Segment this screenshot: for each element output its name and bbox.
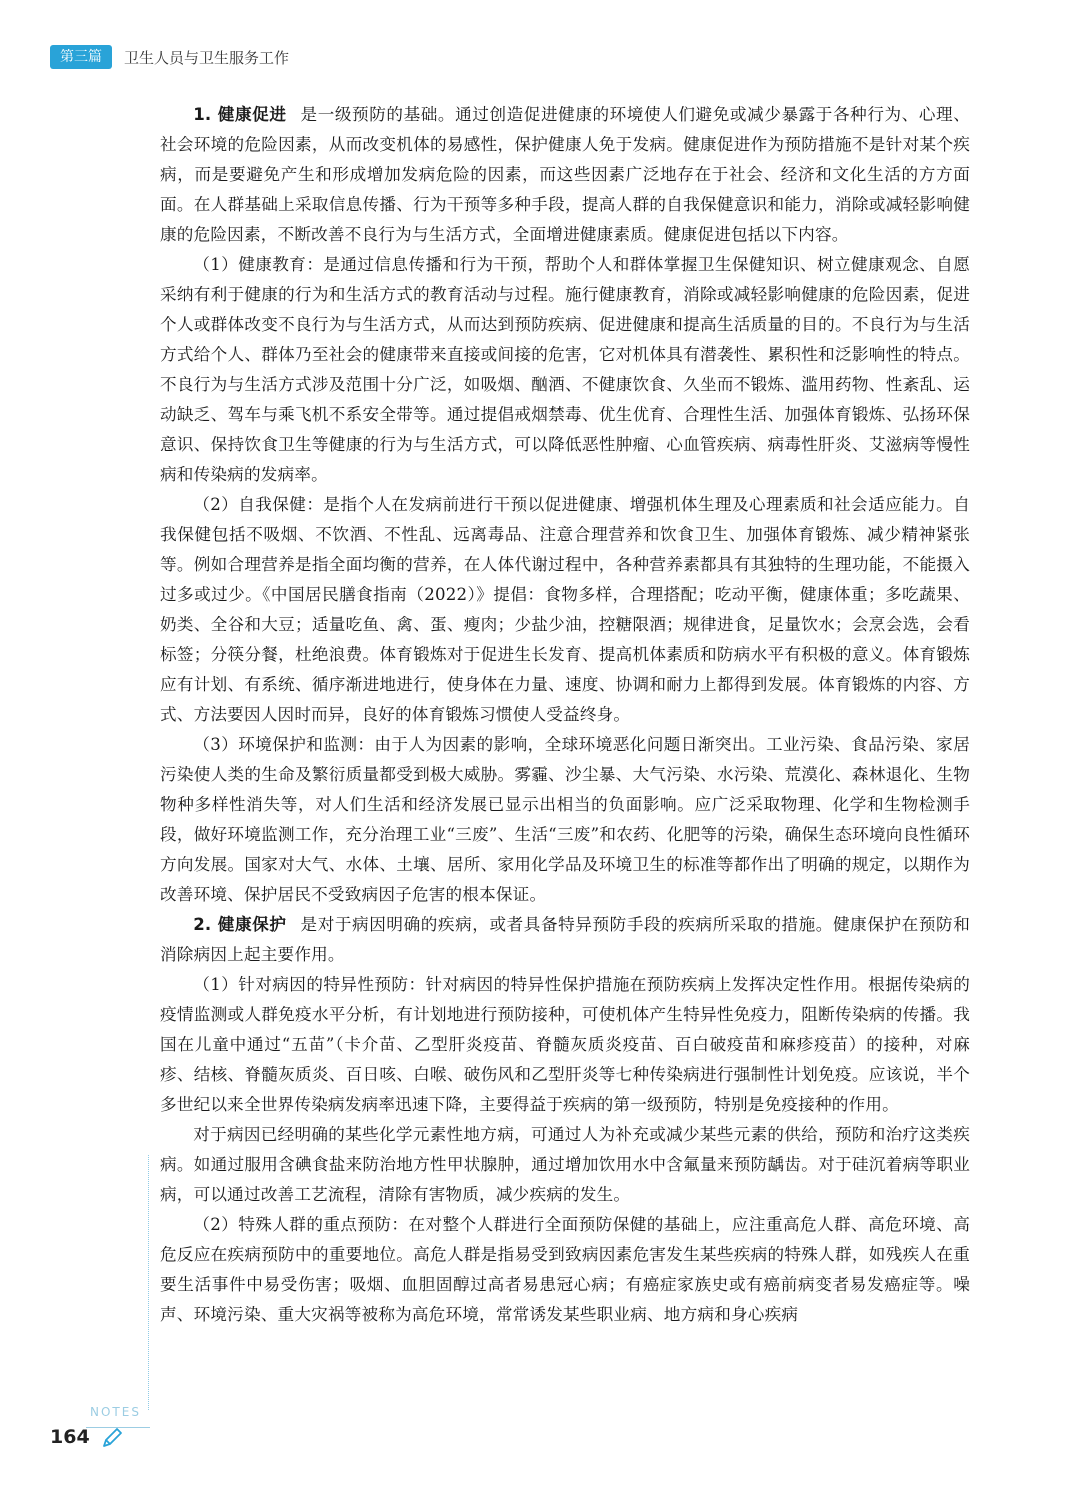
paragraph-text: 是对于病因明确的疾病，或者具备特异预防手段的疾病所采取的措施。健康保护在预防和消除病因上起主要作用。	[160, 915, 970, 964]
page-header	[50, 44, 289, 70]
page-number: 164	[50, 1426, 90, 1448]
section-heading: 1. 健康促进	[193, 105, 287, 124]
paragraph-endemic-disease: 对于病因已经明确的某些化学元素性地方病，可通过人为补充或减少某些元素的供给，预防和治疗这类疾病。如通过服用含碘食盐来防治地方性甲状腺肿，通过增加饮用水中含氟量来预防龋齿。对于硅沉着病等职业病，可以通过改善工艺流程，清除有害物质，减少疾病的发生。	[160, 1125, 970, 1204]
part-badge: 第三篇	[50, 45, 112, 69]
paragraph-health-protection	[160, 910, 970, 970]
body-text	[160, 100, 970, 1330]
paragraph-text: 是一级预防的基础。通过创造促进健康的环境使人们避免或减少暴露于各种行为、心理、社会环境的危险因素，从而改变机体的易感性，保护健康人免于发病。健康促进作为预防措施不是针对某个疾病，而是要避免产生和形成增加发病危险的因素，而这些因素广泛地存在于社会、经济和文化生活的方方面面。在人群基础上采取信息传播、行为干预等多种手段，提高人群的自我保健意识和能力，消除或减轻影响健康的危险因素，不断改善不良行为与生活方式，全面增进健康素质。健康促进包括以下内容。	[160, 105, 970, 244]
pencil-icon	[100, 1426, 124, 1450]
notes-label: NOTES	[90, 1405, 141, 1419]
chapter-title: 卫生人员与卫生服务工作	[124, 48, 290, 67]
paragraph-health-promotion	[160, 100, 970, 250]
paragraph-specific-prevention: （1）针对病因的特异性预防：针对病因的特异性保护措施在预防疾病上发挥决定性作用。根据传染病的疫情监测或人群免疫水平分析，有计划地进行预防接种，可使机体产生特异性免疫力，阻断传染病的传播。我国在儿童中通过“五苗”（卡介苗、乙型肝炎疫苗、脊髓灰质炎疫苗、百白破疫苗和麻疹疫苗）的接种，对麻疹、结核、脊髓灰质炎、百日咳、白喉、破伤风和乙型肝炎等七种传染病进行强制性计划免疫。应该说，半个多世纪以来全世界传染病发病率迅速下降，主要得益于疾病的第一级预防，特别是免疫接种的作用。	[160, 975, 970, 1114]
section-heading: 2. 健康保护	[193, 915, 287, 934]
paragraph-special-groups: （2）特殊人群的重点预防：在对整个人群进行全面预防保健的基础上，应注重高危人群、高危环境、高危反应在疾病预防中的重要地位。高危人群是指易受到致病因素危害发生某些疾病的特殊人群，如残疾人在重要生活事件中易受伤害；吸烟、血胆固醇过高者易患冠心病；有癌症家族史或有癌前病变者易发癌症等。噪声、环境污染、重大灾祸等被称为高危环境，常常诱发某些职业病、地方病和身心疾病	[160, 1215, 970, 1324]
notes-margin-rule	[148, 1155, 149, 1410]
paragraph-environment: （3）环境保护和监测：由于人为因素的影响，全球环境恶化问题日渐突出。工业污染、食品污染、家居污染使人类的生命及繁衍质量都受到极大威胁。雾霾、沙尘暴、大气污染、水污染、荒漠化、森林退化、生物物种多样性消失等，对人们生活和经济发展已显示出相当的负面影响。应广泛采取物理、化学和生物检测手段，做好环境监测工作，充分治理工业“三废”、生活“三废”和农药、化肥等的污染，确保生态环境向良性循环方向发展。国家对大气、水体、土壤、居所、家用化学品及环境卫生的标准等都作出了明确的规定，以期作为改善环境、保护居民不受致病因子危害的根本保证。	[160, 735, 970, 904]
paragraph-self-care: （2）自我保健：是指个人在发病前进行干预以促进健康、增强机体生理及心理素质和社会适应能力。自我保健包括不吸烟、不饮酒、不性乱、远离毒品、注意合理营养和饮食卫生、加强体育锻炼、减少精神紧张等。例如合理营养是指全面均衡的营养，在人体代谢过程中，各种营养素都具有其独特的生理功能，不能摄入过多或过少。《中国居民膳食指南（2022）》提倡：食物多样，合理搭配；吃动平衡，健康体重；多吃蔬果、奶类、全谷和大豆；适量吃鱼、禽、蛋、瘦肉；少盐少油，控糖限酒；规律进食，足量饮水；会烹会选，会看标签；分筷分餐，杜绝浪费。体育锻炼对于促进生长发育、提高机体素质和防病水平有积极的意义。体育锻炼应有计划、有系统、循序渐进地进行，使身体在力量、速度、协调和耐力上都得到发展。体育锻炼的内容、方式、方法要因人因时而异，良好的体育锻炼习惯使人受益终身。	[160, 495, 970, 724]
paragraph-health-education: （1）健康教育：是通过信息传播和行为干预，帮助个人和群体掌握卫生保健知识、树立健康观念、自愿采纳有利于健康的行为和生活方式的教育活动与过程。施行健康教育，消除或减轻影响健康的危险因素，促进个人或群体改变不良行为与生活方式，从而达到预防疾病、促进健康和提高生活质量的目的。不良行为与生活方式给个人、群体乃至社会的健康带来直接或间接的危害，它对机体具有潜袭性、累积性和泛影响性的特点。不良行为与生活方式涉及范围十分广泛，如吸烟、酗酒、不健康饮食、久坐而不锻炼、滥用药物、性紊乱、运动缺乏、驾车与乘飞机不系安全带等。通过提倡戒烟禁毒、优生优育、合理性生活、加强体育锻炼、弘扬环保意识、保持饮食卫生等健康的行为与生活方式，可以降低恶性肿瘤、心血管疾病、病毒性肝炎、艾滋病等慢性病和传染病的发病率。	[160, 255, 970, 484]
